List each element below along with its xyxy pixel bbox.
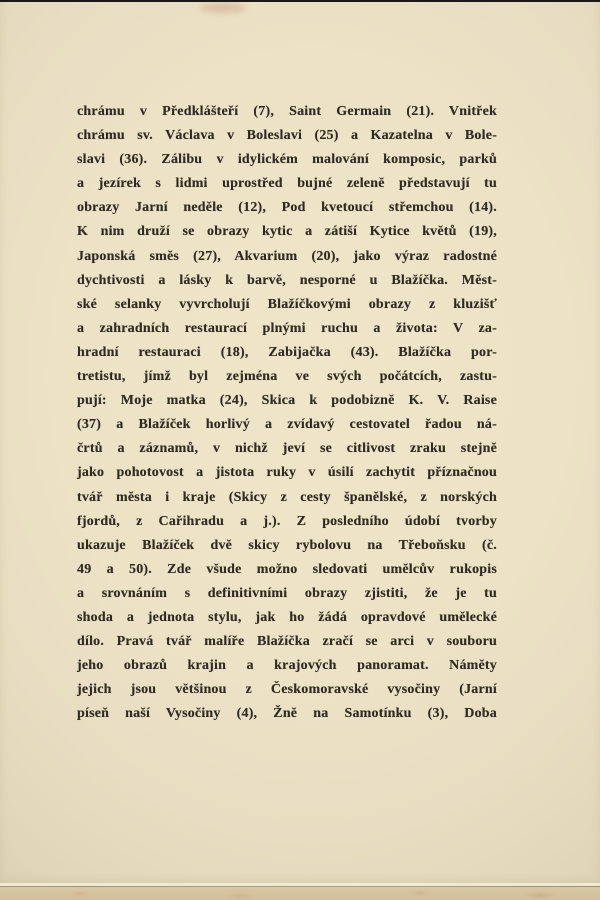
text-line: ukazuje Blažíček dvě skicy rybolovu na Třeboňsku (č.	[77, 537, 497, 553]
text-line: hradní restauraci (18), Zabijačka (43). Blažíčka por-	[77, 344, 497, 360]
text-line: dychtivosti a lásky k barvě, nesporné u Blažíčka. Měst-	[77, 272, 497, 288]
text-line: jeho obrazů krajin a krajových panoramat. Náměty	[77, 658, 497, 674]
text-line: píseň naší Vysočiny (4), Žně na Samotínku (3), Doba	[77, 706, 497, 722]
text-line: črtů a záznamů, v nichž jeví se citlivost zraku stejně	[77, 441, 497, 457]
text-line: shoda a jednota stylu, jak ho žádá opravdové umělecké	[77, 609, 497, 625]
text-line: obrazy Jarní neděle (12), Pod kvetoucí střemchou (14).	[77, 200, 497, 216]
text-line: fjordů, z Cařihradu a j.). Z posledního údobí tvorby	[77, 513, 497, 529]
text-line: pují: Moje matka (24), Skica k podobizně K. V. Raise	[77, 393, 497, 409]
text-line: a srovnáním s definitivními obrazy zjistiti, že je tu	[77, 585, 497, 601]
text-line: a jezírek s lidmi uprostřed bujné zeleně představují tu	[77, 176, 497, 192]
text-line: dílo. Pravá tvář malíře Blažíčka zračí se arci v souboru	[77, 634, 497, 650]
text-line: jejich jsou většinou z Českomoravské vysočiny (Jarní	[77, 682, 497, 698]
text-line: Japonská směs (27), Akvarium (20), jako výraz radostné	[77, 248, 497, 264]
text-line: K nim druží se obrazy kytic a zátiší Kytice květů (19),	[77, 224, 497, 240]
text-line: jako pohotovost a jistota ruky v úsilí zachytit příznačnou	[77, 465, 497, 481]
paper-stain	[200, 3, 246, 13]
text-line: tvář města i kraje (Skicy z cesty španělské, z norských	[77, 489, 497, 505]
text-line: slavi (36). Zálibu v idylickém malování komposic, parků	[77, 152, 497, 168]
surface-below-page	[0, 887, 600, 900]
text-line: chrámu sv. Václava v Boleslavi (25) a Kazatelna v Bole-	[77, 128, 497, 144]
text-line: 49 a 50). Zde všude možno sledovati umělcův rukopis	[77, 561, 497, 577]
text-line: a zahradních restaurací plnými ruchu a života: V za-	[77, 320, 497, 336]
scan-top-edge	[0, 0, 600, 2]
body-text	[77, 100, 497, 726]
text-line: (37) a Blažíček horlivý a zvídavý cestovatel řadou ná-	[77, 417, 497, 433]
text-line: ské selanky vyvrcholují Blažíčkovými obrazy z kluzišť	[77, 296, 497, 312]
text-line: chrámu v Předklášteří (7), Saint Germain (21). Vnitřek	[77, 104, 497, 119]
text-line: tretistu, jímž byl zejména ve svých počátcích, zastu-	[77, 369, 497, 385]
